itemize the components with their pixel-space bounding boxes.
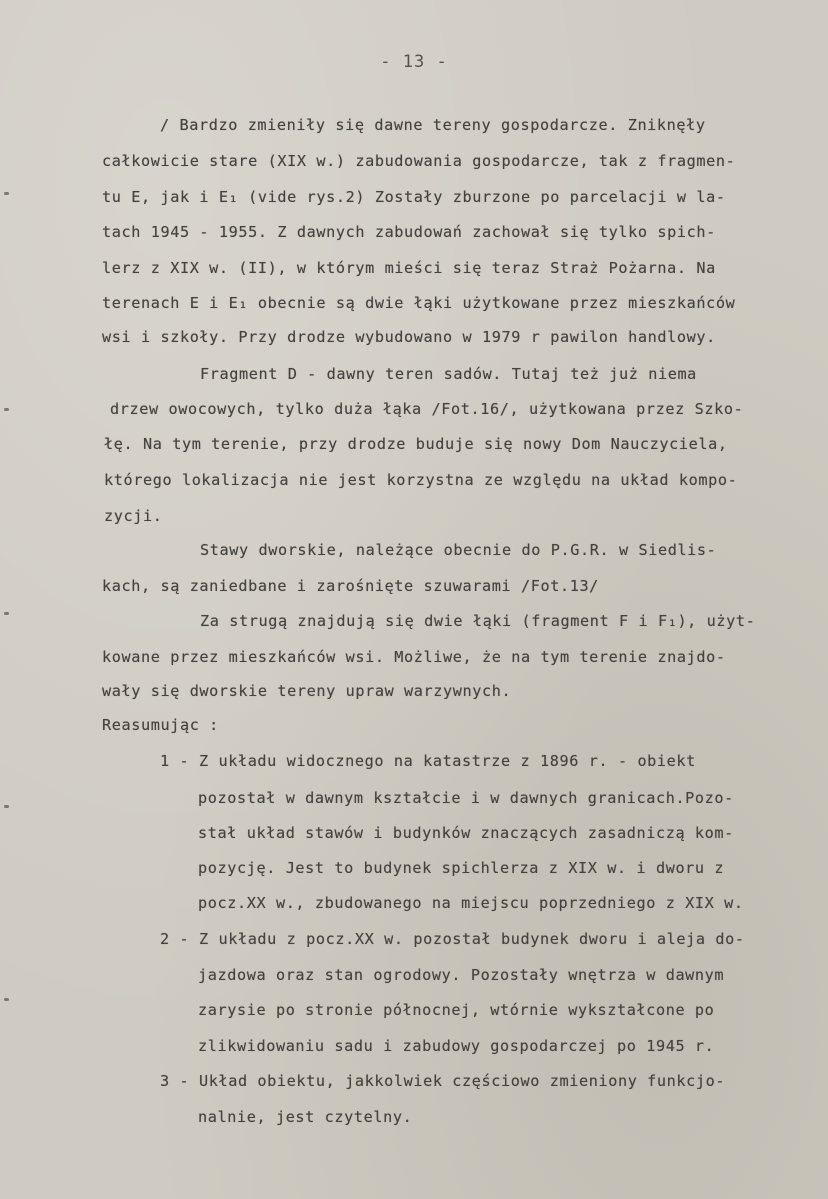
text-line: drzew owocowych, tylko duża łąka /Fot.16/, użytkowana przez Szko- — [110, 400, 744, 418]
text-line: zlikwidowaniu sadu i zabudowy gospodarczej po 1945 r. — [198, 1037, 715, 1055]
text-line: terenach E i E₁ obecnie są dwie łąki użytkowane przez mieszkańców — [102, 294, 736, 312]
text-line: tu E, jak i E₁ (vide rys.2) Zostały zburzone po parcelacji w la- — [102, 188, 726, 206]
text-line: nalnie, jest czytelny. — [198, 1108, 413, 1126]
text-heading: Reasumując : — [102, 716, 219, 734]
text-line: pocz.XX w., zbudowanego na miejscu poprzedniego z XIX w. — [198, 894, 744, 912]
binding-hole-mark — [4, 192, 9, 195]
text-line: zycji. — [104, 507, 163, 525]
text-line: wały się dworskie tereny upraw warzywnych. — [102, 682, 512, 700]
binding-hole-mark — [4, 805, 9, 808]
text-line: pozycję. Jest to budynek spichlerza z XIX w. i dworu z — [198, 859, 725, 877]
text-line: kach, są zaniedbane i zarośnięte szuwarami /Fot.13/ — [102, 577, 599, 595]
list-item-1: 1 - Z układu widocznego na katastrze z 1896 r. - obiekt — [160, 752, 696, 770]
text-line: tach 1945 - 1955. Z dawnych zabudowań zachował się tylko spich- — [102, 223, 716, 241]
text-line: Za strugą znajdują się dwie łąki (fragment F i F₁), użyt- — [200, 612, 756, 630]
binding-hole-mark — [4, 408, 9, 411]
text-line: Fragment D - dawny teren sadów. Tutaj też już niema — [200, 365, 697, 383]
text-line: zarysie po stronie północnej, wtórnie wykształcone po — [198, 1001, 715, 1019]
text-line: stał układ stawów i budynków znaczących zasadniczą kom- — [198, 824, 734, 842]
text-line: lerz z XIX w. (II), w którym mieści się teraz Straż Pożarna. Na — [102, 259, 716, 277]
list-item-3: 3 - Układ obiektu, jakkolwiek częściowo zmieniony funkcjo- — [160, 1072, 726, 1090]
list-item-2: 2 - Z układu z pocz.XX w. pozostał budynek dworu i aleja do- — [160, 930, 745, 948]
binding-hole-mark — [4, 612, 9, 615]
text-line: / Bardzo zmieniły się dawne tereny gospodarcze. Zniknęły — [160, 116, 706, 134]
text-line: pozostał w dawnym kształcie i w dawnych granicach.Pozo- — [198, 789, 734, 807]
text-line: łę. Na tym terenie, przy drodze buduje się nowy Dom Nauczyciela, — [104, 435, 728, 453]
text-line: całkowicie stare (XIX w.) zabudowania gospodarcze, tak z fragmen- — [102, 152, 736, 170]
page-number: - 13 - — [380, 52, 448, 72]
text-line: którego lokalizacja nie jest korzystna ze względu na układ kompo- — [104, 471, 738, 489]
text-line: kowane przez mieszkańców wsi. Możliwe, że na tym terenie znajdo- — [102, 648, 726, 666]
binding-hole-mark — [4, 998, 9, 1001]
text-line: jazdowa oraz stan ogrodowy. Pozostały wnętrza w dawnym — [198, 966, 725, 984]
text-line: Stawy dworskie, należące obecnie do P.G.R. w Siedlis- — [200, 541, 717, 559]
text-line: wsi i szkoły. Przy drodze wybudowano w 1979 r pawilon handlowy. — [102, 328, 716, 346]
